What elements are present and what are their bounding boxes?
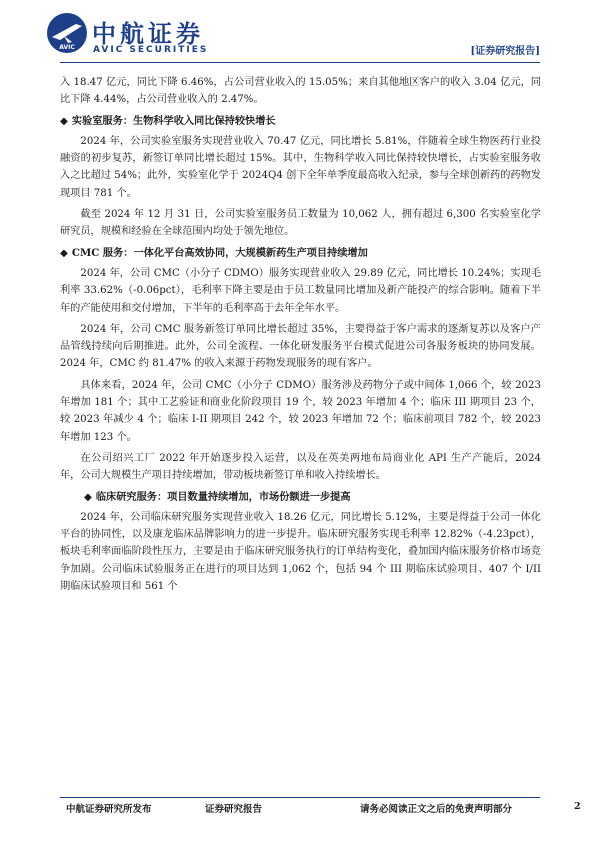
section-heading-lab-services	[60, 113, 541, 130]
logo-badge-text: AVIC	[59, 44, 75, 51]
paragraph-lab-revenue: 2024 年，公司实验室服务实现营业收入 70.47 亿元，同比增长 5.81%，伴随着全球生物医药行业投融资的初步复苏，新签订单同比增长超过 15%。其中，生物科学收入同比保持较快增长，占实验室服务收入之比超过 54%；此外，实验室化学于 2024Q4 创下全年单季度最高收入纪录，参与全球创新药的药物发现项目 781 个。	[60, 135, 541, 199]
paragraph-cmc-projects: 具体来看，2024 年，公司 CMC（小分子 CDMO）服务涉及药物分子或中间体 1,066 个，较 2023 年增加 181 个；其中工艺验证和商业化阶段项目 19 个，较 2023 年增加 4 个；临床 III 期项目 23 个，较 2023 年减少 4 个；临床 I-II 期项目 242 个，较 2023 年增加 72 个；临床前项目 782 个，较 2023 年增加 123 个。	[60, 379, 541, 443]
diamond-bullet-icon: ◆	[60, 246, 68, 259]
logo-english-name: AVIC SECURITIES	[93, 45, 209, 55]
section-heading-clinical-services	[60, 489, 541, 506]
footer-publisher: 中航证券研究所发布	[66, 804, 152, 815]
section-heading-cmc-services	[60, 245, 541, 262]
paragraph-cmc-revenue: 2024 年，公司 CMC（小分子 CDMO）服务实现营业收入 29.89 亿元，同比增长 10.24%；实现毛利率 33.62%（-0.06pct），毛利率下降主要是由于员工数量同比增加及新产能投产的综合影响。随着下半年的产能使用和交付增加，下半年的毛利率高于去年全年水平。	[60, 267, 541, 314]
section-heading-text: CMC 服务：一体化平台高效协同，大规模新药生产项目持续增加	[71, 246, 368, 259]
footer-divider	[60, 797, 540, 798]
paragraph-region-revenue: 入 18.47 亿元，同比下降 6.46%，占公司营业收入的 15.05%；来自其他地区客户的收入 3.04 亿元，同比下降 4.44%，占公司营业收入的 2.47%。	[60, 77, 541, 106]
footer-disclaimer: 请务必阅读正文之后的免责声明部分	[360, 804, 513, 815]
avic-logo-icon	[46, 12, 88, 54]
diamond-bullet-icon: ◆	[60, 114, 68, 127]
logo-chinese-name: 中航证券	[92, 20, 204, 48]
section-heading-text: 实验室服务：生物科学收入同比保持较快增长	[71, 114, 276, 127]
page-number: 2	[574, 801, 581, 812]
paragraph-clinical-revenue: 2024 年，公司临床研究服务实现营业收入 18.26 亿元，同比增长 5.12%，主要是得益于公司一体化平台的协同性，以及康龙临床品牌影响力的进一步提升。临床研究服务实现毛利率 12.82%（-4.23pct），板块毛利率面临阶段性压力，主要是由于临床研究服务执行的订单结构变化，叠加国内临床服务价格市场竞争加剧。公司临床试验服务正在进行的项目达到 1,062 个，包括 94 个 III 期临床试验项目、407 个 I/II 期临床试验项目和 561 个	[60, 511, 541, 593]
report-type-tag: [证券研究报告]	[470, 46, 540, 57]
diamond-bullet-icon: ◆	[84, 490, 92, 503]
footer-report-type: 证券研究报告	[205, 804, 263, 815]
page-header	[0, 0, 596, 62]
paragraph-lab-staff: 截至 2024 年 12 月 31 日，公司实验室服务员工数量为 10,062 人，拥有超过 6,300 名实验室化学研究员，规模和经验在全球范围内均处于领先地位。	[60, 209, 541, 238]
section-heading-text: 临床研究服务：项目数量持续增加，市场份额进一步提高	[95, 490, 351, 503]
header-divider	[60, 62, 540, 63]
paragraph-cmc-orders: 2024 年，公司 CMC 服务新签订单同比增长超过 35%，主要得益于客户需求的逐渐复苏以及客户产品管线持续向后期推进。此外，公司全流程、一体化研发服务平台模式促进公司各服务板块的协同发展。2024 年，CMC 约 81.47% 的收入来源于药物发现服务的现有客户。	[60, 323, 541, 370]
paragraph-cmc-capacity: 在公司绍兴工厂 2022 年开始逐步投入运营，以及在英美两地布局商业化 API 生产产能后，2024 年，公司大规模生产项目持续增加，带动板块新签订单和收入持续增长。	[60, 452, 541, 482]
report-body	[60, 74, 541, 599]
